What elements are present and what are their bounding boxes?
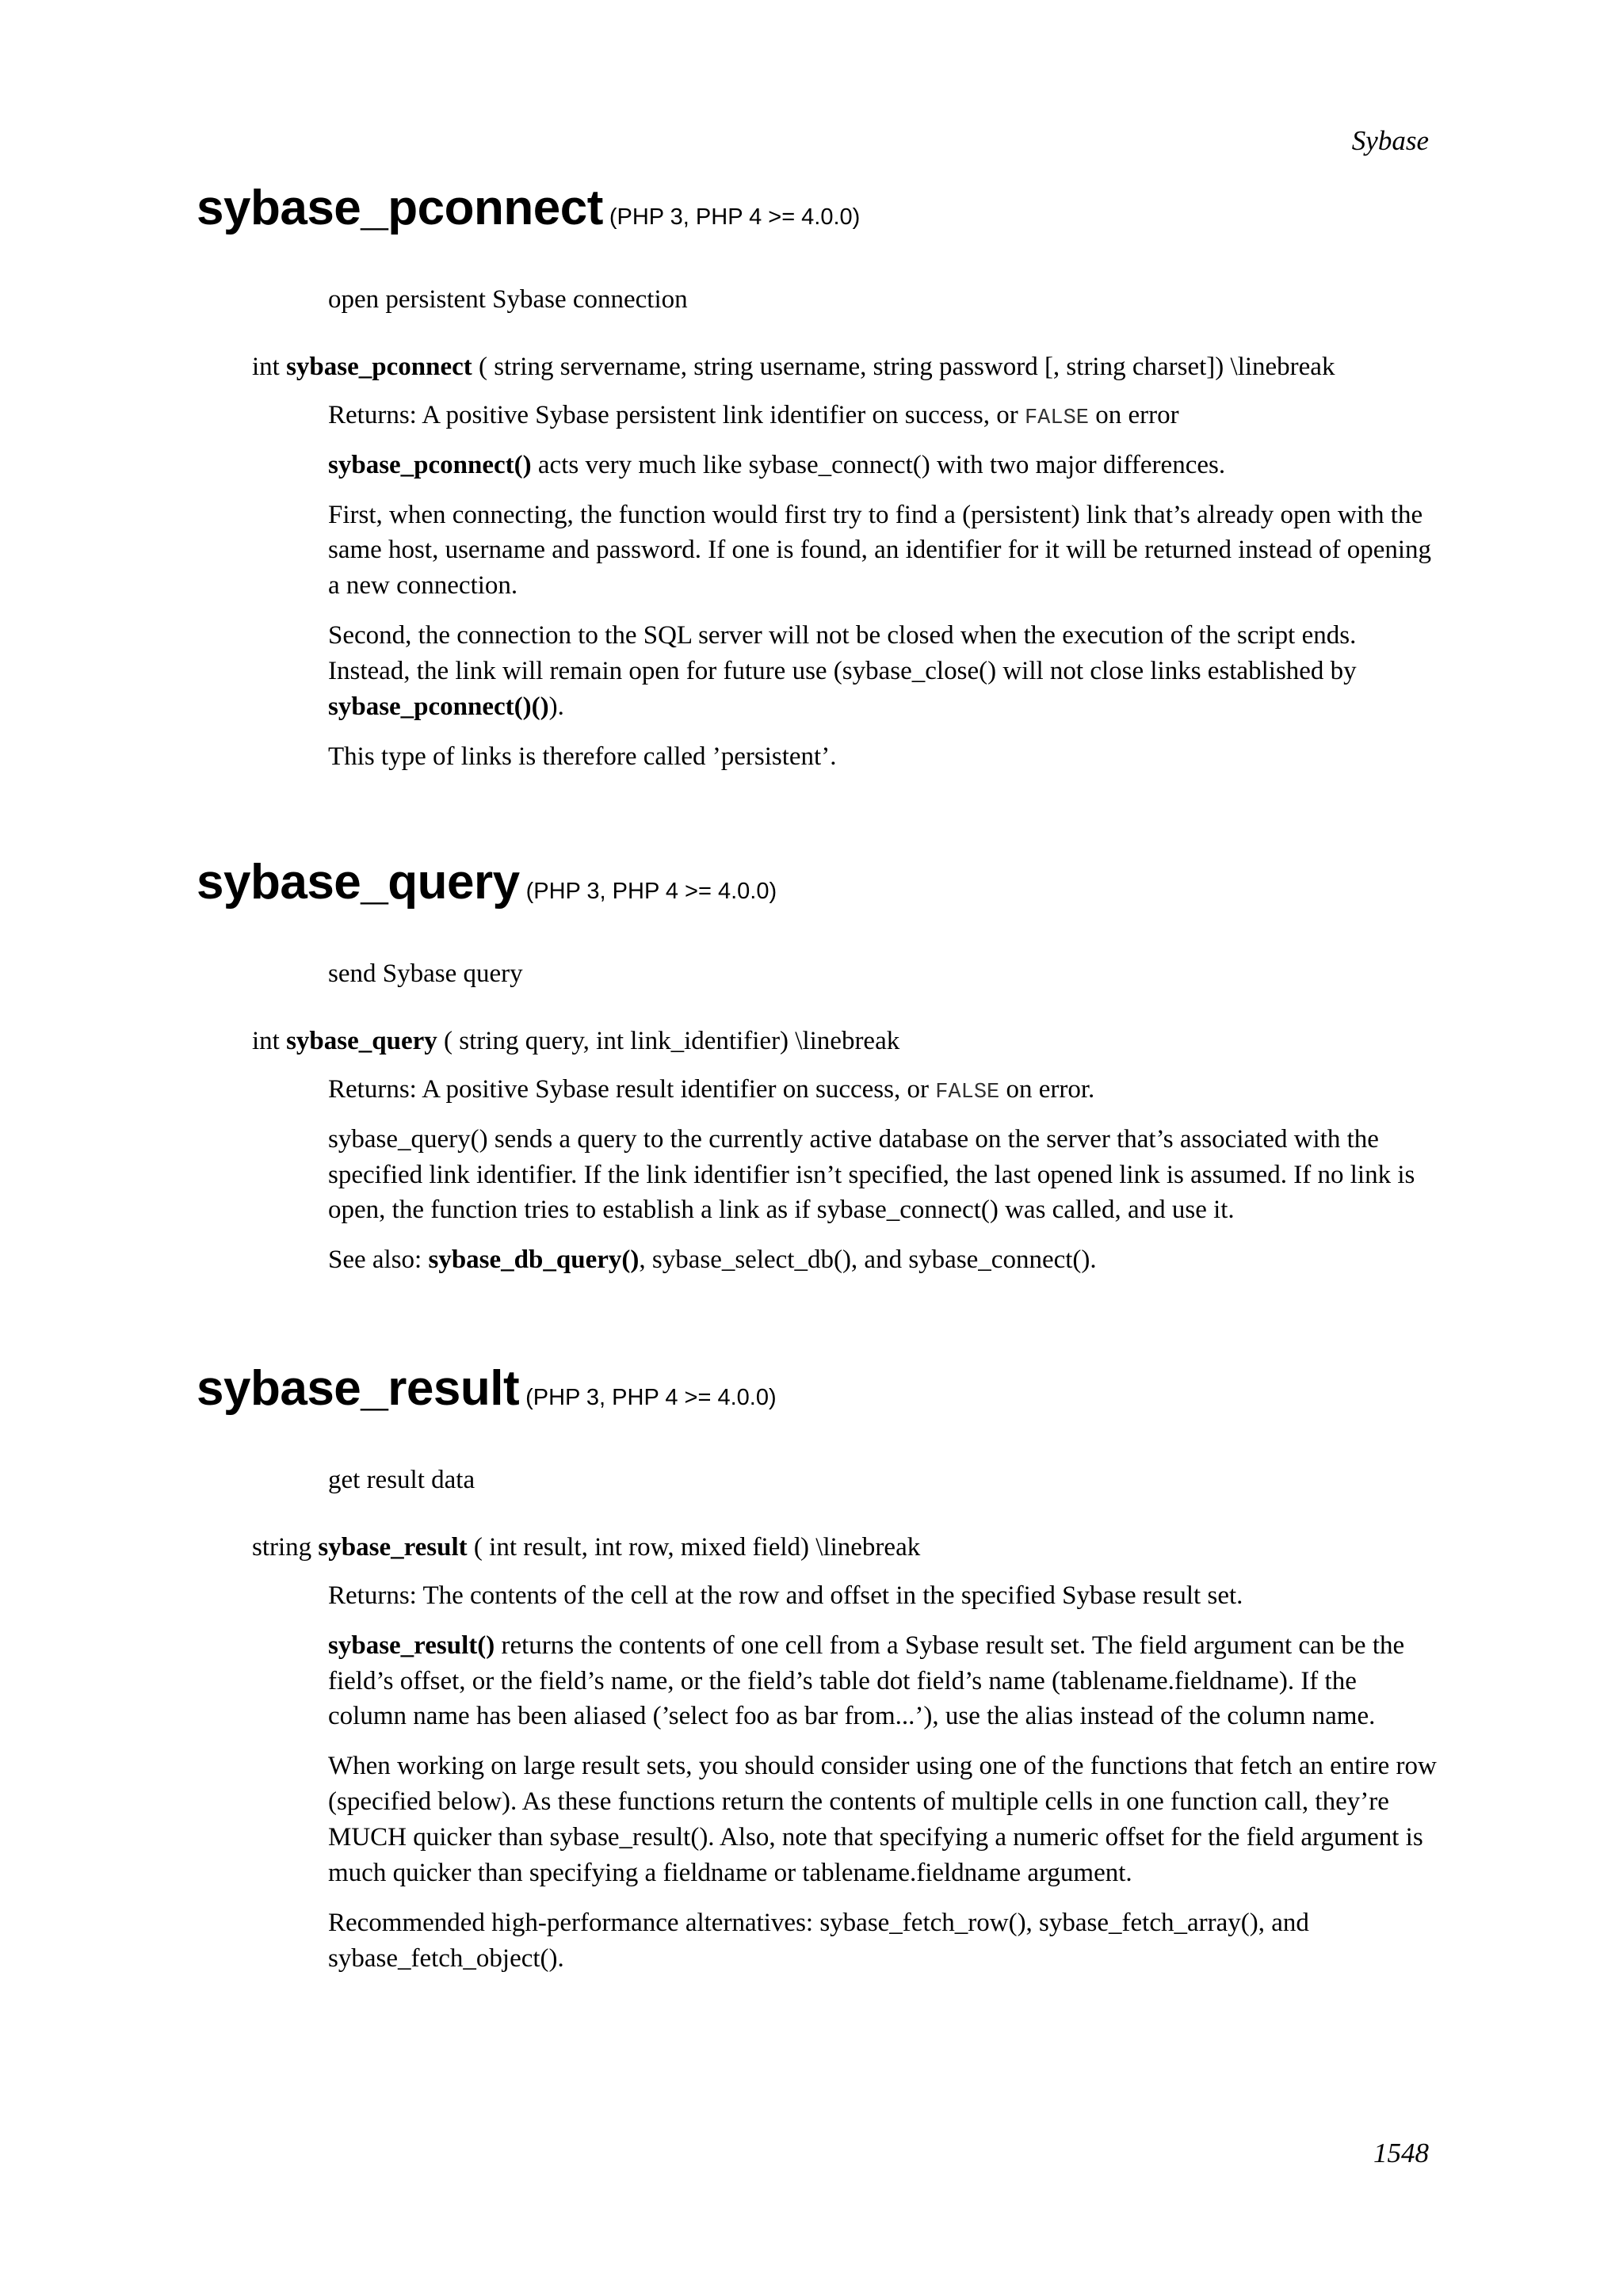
function-purpose: get result data xyxy=(328,1466,475,1494)
synopsis-params: ( string servername, string username, string password [, string charset]) \linebreak xyxy=(479,352,1335,381)
entry-sybase-pconnect xyxy=(197,181,1433,775)
function-description xyxy=(328,1578,1438,1977)
see-also-list: , sybase_select_db(), and sybase_connect(). xyxy=(639,1245,1097,1275)
version-note: (PHP 3, PHP 4 >= 4.0.0) xyxy=(525,879,777,904)
synopsis-params: ( int result, int row, mixed field) \linebreak xyxy=(473,1532,921,1562)
see-also-label: See also: xyxy=(328,1245,422,1275)
function-purpose: send Sybase query xyxy=(328,959,523,988)
function-description xyxy=(328,1072,1438,1278)
entry-title xyxy=(197,181,1433,235)
page-number: 1548 xyxy=(1373,2138,1429,2168)
entry-title xyxy=(197,1361,1433,1416)
synopsis-function-name: sybase_pconnect xyxy=(286,352,472,381)
paragraph-text: returns the contents of one cell from a Sybase result set. The field argument can be the field’s offset, or the field’s name, or the field’s table dot field’s name (tablename.fieldname). If the column name has been aliased (’select foo as bar from...’), use the alias instead of the column name. xyxy=(328,1630,1405,1731)
returns-suffix: on error. xyxy=(1006,1074,1095,1104)
function-reference: sybase_pconnect()() xyxy=(328,692,549,721)
return-type: int xyxy=(252,352,280,381)
returns-paragraph xyxy=(328,1072,1438,1108)
function-reference: sybase_result() xyxy=(328,1630,495,1660)
constant-false: FALSE xyxy=(1024,406,1089,430)
description-paragraph: Recommended high-performance alternatives: sybase_fetch_row(), sybase_fetch_array(), and sybase_fetch_object(). xyxy=(328,1908,1309,1973)
function-name: sybase_pconnect xyxy=(197,181,603,235)
paragraph-suffix: ). xyxy=(548,692,564,721)
description-paragraph: When working on large result sets, you should consider using one of the functions that fetch an entire row (specified below). As these functions return the contents of multiple cells in one function call, they’re MUCH quicker than sybase_result(). Also, note that specifying a numeric offset for the field argument is much quicker than specifying a fieldname or tablename.fieldname argument. xyxy=(328,1752,1437,1887)
returns-paragraph: Returns: The contents of the cell at the row and offset in the specified Sybase result set. xyxy=(328,1581,1243,1610)
description-paragraph: First, when connecting, the function would first try to find a (persistent) link that’s already open with the same host, username and password. If one is found, an identifier for it will be returned instead of opening a new connection. xyxy=(328,500,1432,601)
entry-title xyxy=(197,855,1433,910)
description-paragraph xyxy=(328,1628,1438,1735)
description-paragraph: This type of links is therefore called ’persistent’. xyxy=(328,742,837,771)
return-type: int xyxy=(252,1026,280,1055)
version-note: (PHP 3, PHP 4 >= 4.0.0) xyxy=(609,204,861,230)
function-purpose: open persistent Sybase connection xyxy=(328,285,688,314)
function-synopsis xyxy=(252,349,1433,385)
see-also-paragraph xyxy=(328,1242,1438,1278)
function-reference: sybase_db_query() xyxy=(428,1245,640,1275)
returns-text: Returns: A positive Sybase persistent link identifier on success, or xyxy=(328,400,1018,429)
function-name: sybase_result xyxy=(197,1361,520,1416)
description-paragraph: sybase_query() sends a query to the currently active database on the server that’s associated with the specified link identifier. If the link identifier isn’t specified, the last opened link is assumed. If no link is open, the function tries to establish a link as if sybase_connect() was called, and use it. xyxy=(328,1124,1415,1225)
returns-paragraph xyxy=(328,398,1438,433)
entry-sybase-result xyxy=(197,1361,1437,1977)
synopsis-function-name: sybase_query xyxy=(286,1026,437,1055)
description-paragraph xyxy=(328,448,1438,483)
function-description xyxy=(328,398,1438,775)
running-header: Sybase xyxy=(1351,125,1429,156)
version-note: (PHP 3, PHP 4 >= 4.0.0) xyxy=(525,1385,777,1410)
synopsis-function-name: sybase_result xyxy=(318,1532,468,1562)
return-type: string xyxy=(252,1532,312,1562)
function-synopsis xyxy=(252,1530,1433,1566)
paragraph-text: acts very much like sybase_connect() with two major differences. xyxy=(537,450,1226,479)
returns-text: Returns: A positive Sybase result identifier on success, or xyxy=(328,1074,929,1104)
function-name: sybase_query xyxy=(197,855,520,910)
constant-false: FALSE xyxy=(935,1080,1000,1104)
function-reference: sybase_pconnect() xyxy=(328,450,532,479)
returns-suffix: on error xyxy=(1095,400,1179,429)
function-synopsis xyxy=(252,1024,1433,1059)
description-paragraph xyxy=(328,618,1438,725)
entry-sybase-query xyxy=(197,855,1433,1278)
paragraph-text: Second, the connection to the SQL server will not be closed when the execution of the script ends. Instead, the link will remain open for future use (sybase_close() will not close links established by xyxy=(328,621,1357,685)
synopsis-params: ( string query, int link_identifier) \linebreak xyxy=(444,1026,900,1055)
